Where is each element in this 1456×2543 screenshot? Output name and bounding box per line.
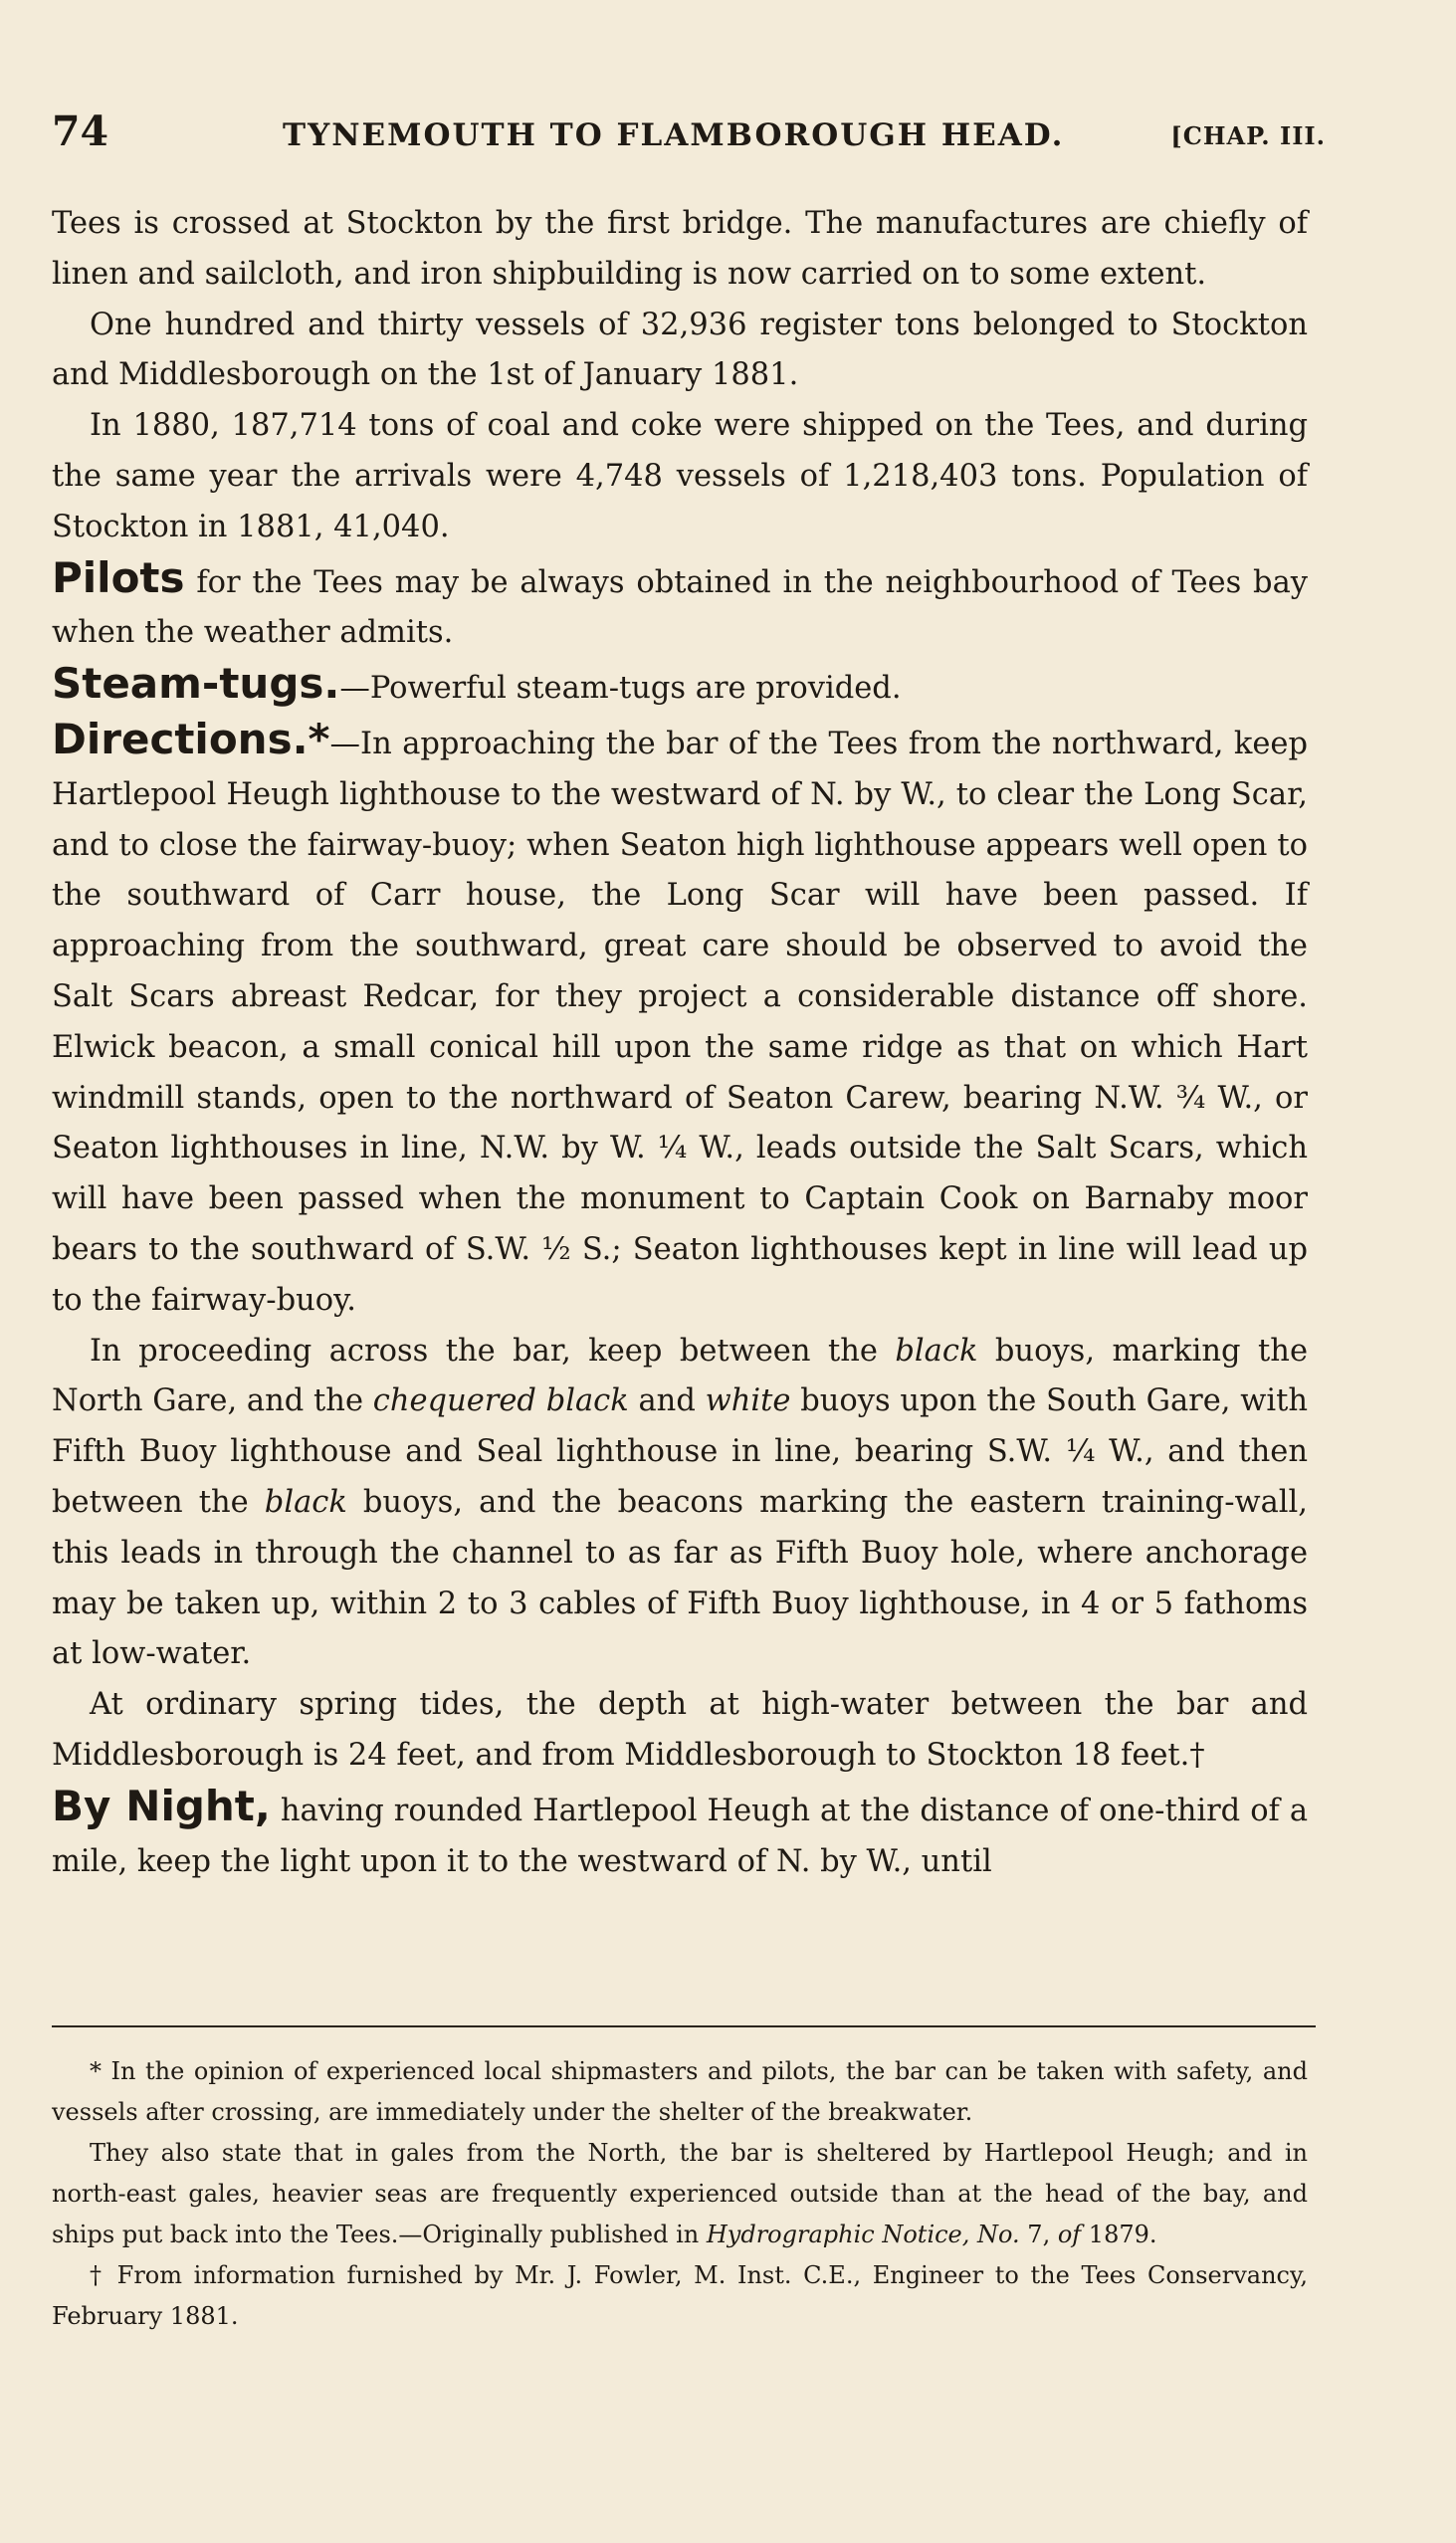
- crossing-italic-chequered: chequered black: [372, 1383, 629, 1419]
- crossing-text-a: In proceeding across the bar, keep between the: [90, 1333, 896, 1369]
- chapter-marker: [CHAP. III.: [1170, 121, 1326, 150]
- paragraph-spring-tides: At ordinary spring tides, the depth at high-water between the bar and Middlesborough is 24 feet, and from Middlesborough to Stockton 18 feet.†: [52, 1687, 1308, 1773]
- footnote-italic-notice: Hydrographic Notice, No.: [706, 2221, 1020, 2248]
- paragraph-shipments: In 1880, 187,714 tons of coal and coke were shipped on the Tees, and during the same year the arrivals were 4,748 vessels of 1,218,403 tons. Population of Stockton in 1881, 41,040.: [52, 408, 1308, 544]
- paragraph-vessels: One hundred and thirty vessels of 32,936 register tons belonged to Stockton and Middlesborough on the 1st of January 1881.: [52, 307, 1308, 393]
- footnote-text-a: They also state that in gales from the North, the bar is sheltered by Hartlepool Heugh; and in north-east gales, heavier seas are frequently experienced outside than at the head of the bay, and ships put back into the Tees.—Originally published in: [52, 2139, 1308, 2248]
- steam-tugs-heading: Steam-tugs.: [52, 659, 340, 709]
- crossing-italic-black: black: [895, 1333, 978, 1369]
- by-night-text: having rounded Hartlepool Heugh at the distance of one-third of a mile, keep the light upon it to the westward of N. by W., until: [52, 1793, 1309, 1879]
- footnote-italic-of: of: [1057, 2221, 1082, 2248]
- main-text: [52, 199, 1308, 1887]
- directions-heading: Directions.*: [52, 714, 330, 763]
- paragraph-tees-stockton: Tees is crossed at Stockton by the first bridge. The manufactures are chiefly of linen and sailcloth, and iron shipbuilding is now carried on to some extent.: [52, 206, 1308, 292]
- crossing-text-e: buoys, and the beacons marking the eastern training-wall, this leads in through the channel to as far as Fifth Buoy hole, where anchorage may be taken up, within 2 to 3 cables of Fifth Buoy lighthouse, in 4 or 5 fathoms at low-water.: [52, 1484, 1308, 1672]
- paragraph-by-night: [52, 1782, 1308, 1888]
- directions-text: —In approaching the bar of the Tees from the northward, keep Hartlepool Heugh lighthouse to the westward of N. by W., to clear the Long Scar, and to close the fairway-buoy; when Seaton high lighthouse appears well open to the southward of Carr house, the Long Scar will have been passed. If approaching from the southward, great care should be observed to avoid the Salt Scars abreast Redcar, for they project a considerable distance off shore. Elwick beacon, a small conical hill upon the same ridge as that on which Hart windmill stands, open to the northward of Seaton Carew, bearing N.W. ¾ W., or Seaton lighthouses in line, N.W. by W. ¼ W., leads outside the Salt Scars, which will have been passed when the monument to Captain Cook on Barnaby moor bears to the southward of S.W. ½ S.; Seaton lighthouses kept in line will lead up to the fairway-buoy.: [52, 726, 1308, 1318]
- page-header: [52, 107, 1326, 167]
- crossing-italic-white: white: [705, 1383, 791, 1419]
- steam-tugs-text: —Powerful steam-tugs are provided.: [339, 671, 902, 707]
- pilots-heading: Pilots: [52, 552, 185, 602]
- footnote-text-c: 1879.: [1081, 2221, 1157, 2248]
- paragraph-directions: [52, 715, 1308, 1327]
- by-night-heading: By Night,: [52, 1781, 271, 1830]
- crossing-text-c: and: [628, 1383, 706, 1419]
- running-title: TYNEMOUTH TO FLAMBOROUGH HEAD.: [283, 117, 1065, 153]
- paragraph-steam-tugs: [52, 659, 1308, 715]
- footnote-text-b: 7,: [1019, 2221, 1058, 2248]
- crossing-text-b: buoys, marking the North Gare, and the: [52, 1333, 1309, 1419]
- footnote-asterisk-continued: [52, 2133, 1308, 2255]
- footnote-divider: [52, 2025, 1316, 2027]
- crossing-text-d: buoys upon the South Gare, with Fifth Buoy lighthouse and Seal lighthouse in line, bearing S.W. ¼ W., and then between the: [52, 1383, 1309, 1520]
- footnote-asterisk: * In the opinion of experienced local shipmasters and pilots, the bar can be taken with safety, and vessels after crossing, are immediately under the shelter of the breakwater.: [52, 2057, 1308, 2126]
- crossing-italic-black-2: black: [264, 1484, 347, 1520]
- footnote-dagger: † From information furnished by Mr. J. Fowler, M. Inst. C.E., Engineer to the Tees Conservancy, February 1881.: [52, 2261, 1308, 2330]
- page-number: 74: [52, 107, 109, 155]
- footnotes: [52, 2051, 1308, 2337]
- paragraph-pilots: [52, 553, 1308, 660]
- paragraph-crossing-bar: [52, 1327, 1308, 1681]
- pilots-text: for the Tees may be always obtained in the neighbourhood of Tees bay when the weather admits.: [52, 564, 1308, 651]
